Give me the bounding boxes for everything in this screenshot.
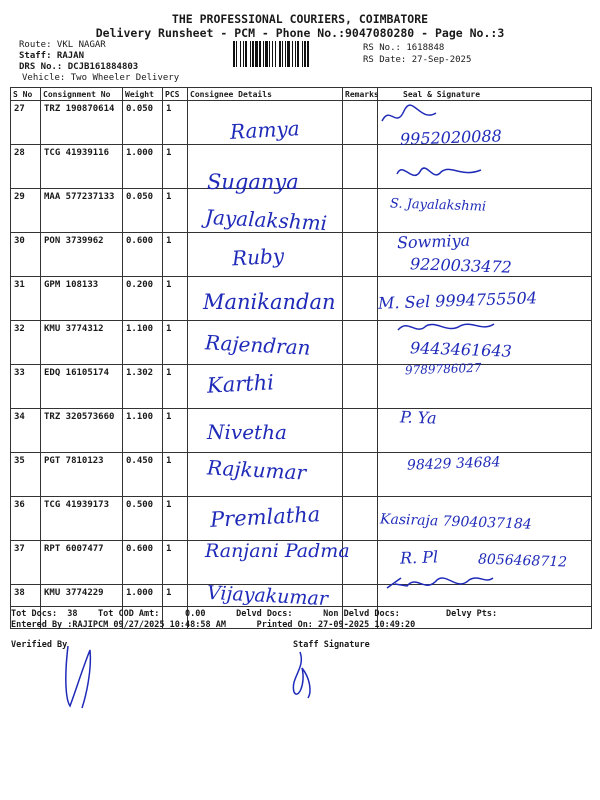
- rs-date: RS Date: 27-Sep-2025: [363, 55, 472, 65]
- row-weight: 0.500: [123, 497, 163, 541]
- footer-divider: [10, 606, 591, 607]
- col-weight: Weight: [123, 88, 163, 101]
- drs-number: DRS No.: DCJB161884803: [19, 62, 139, 72]
- row-remarks: [343, 365, 378, 409]
- row-sno: 36: [11, 497, 41, 541]
- row-pcs: 1: [163, 321, 188, 365]
- handwritten-seal-note: 9220033472: [409, 254, 513, 277]
- handwritten-consignee-name: Ranjani Padma: [205, 540, 350, 562]
- row-sno: 31: [11, 277, 41, 321]
- runsheet-subtitle: Delivery Runsheet - PCM - Phone No.:9047080280 - Page No.:3: [95, 26, 505, 40]
- row-consignment: PGT 7810123: [41, 453, 123, 497]
- row-pcs: 1: [163, 365, 188, 409]
- row-weight: 0.200: [123, 277, 163, 321]
- row-remarks: [343, 409, 378, 453]
- table-row: [11, 365, 592, 409]
- signature-row-38-icon: [385, 568, 495, 598]
- row-pcs: 1: [163, 497, 188, 541]
- row-weight: 1.100: [123, 321, 163, 365]
- staff-label: Staff: RAJAN: [19, 51, 85, 61]
- route-label: Route: VKL NAGAR: [19, 40, 106, 50]
- footer-entered-by: Entered By :RAJIPCM 09/27/2025 10:48:58 AM Printed On: 27-09-2025 10:49:20: [11, 620, 416, 630]
- handwritten-seal-note: 98429 34684: [406, 454, 501, 474]
- row-pcs: 1: [163, 145, 188, 189]
- row-weight: 0.050: [123, 189, 163, 233]
- row-pcs: 1: [163, 541, 188, 585]
- row-weight: 0.050: [123, 101, 163, 145]
- row-weight: 0.600: [123, 541, 163, 585]
- staff-signature-label: Staff Signature: [293, 640, 370, 650]
- handwritten-seal-note: Sowmiya: [396, 230, 471, 253]
- row-sno: 33: [11, 365, 41, 409]
- row-consignment: EDQ 16105174: [41, 365, 123, 409]
- col-consignment: Consignment No: [41, 88, 123, 101]
- row-weight: 1.302: [123, 365, 163, 409]
- footer-totals: Tot Docs: 38 Tot COD Amt: 0.00 Delvd Docs: Non Delvd Docs: Delvy Pts:: [11, 609, 498, 619]
- row-sno: 29: [11, 189, 41, 233]
- handwritten-seal-note: 9952020088: [399, 126, 503, 149]
- row-consignment: RPT 6007477: [41, 541, 123, 585]
- col-remarks: Remarks: [343, 88, 378, 101]
- row-remarks: [343, 321, 378, 365]
- row-remarks: [343, 453, 378, 497]
- row-consignment: PON 3739962: [41, 233, 123, 277]
- signature-row-27-icon: [380, 103, 440, 129]
- handwritten-seal-note: 9789786027: [404, 360, 482, 378]
- staff-signature-icon: [280, 648, 320, 700]
- rs-number: RS No.: 1618848: [363, 43, 445, 53]
- row-pcs: 1: [163, 101, 188, 145]
- company-title: THE PROFESSIONAL COURIERS, COIMBATORE: [171, 12, 429, 26]
- handwritten-seal-note: P. Ya: [399, 407, 437, 428]
- handwritten-consignee-name: Nivetha: [207, 420, 287, 444]
- row-sno: 38: [11, 585, 41, 629]
- handwritten-consignee-name: Karthi: [206, 370, 275, 398]
- barcode: [233, 41, 359, 67]
- handwritten-consignee-name: Ramya: [229, 116, 301, 144]
- row-consignment: MAA 577237133: [41, 189, 123, 233]
- row-consignment: TRZ 190870614: [41, 101, 123, 145]
- verified-by-label: Verified By: [11, 640, 68, 650]
- handwritten-seal-note: 9443461643: [409, 338, 513, 361]
- handwritten-consignee-name: Ruby: [231, 243, 285, 271]
- row-remarks: [343, 277, 378, 321]
- row-consignment: TRZ 320573660: [41, 409, 123, 453]
- vehicle-label: Vehicle: Two Wheeler Delivery: [22, 73, 180, 83]
- row-consignment: TCG 41939116: [41, 145, 123, 189]
- row-sno: 35: [11, 453, 41, 497]
- handwritten-seal-note: R. Pl: [399, 547, 439, 568]
- col-consignee: Consignee Details: [188, 88, 343, 101]
- row-pcs: 1: [163, 409, 188, 453]
- table-row: [11, 101, 592, 145]
- table-row: [11, 145, 592, 189]
- col-seal-signature: Seal & Signature: [378, 88, 592, 101]
- row-weight: 1.000: [123, 145, 163, 189]
- row-sno: 30: [11, 233, 41, 277]
- col-sno: S No: [11, 88, 41, 101]
- row-consignment: TCG 41939173: [41, 497, 123, 541]
- row-remarks: [343, 497, 378, 541]
- table-row: [11, 409, 592, 453]
- row-sno: 37: [11, 541, 41, 585]
- handwritten-consignee-name: Jayalakshmi: [204, 204, 328, 236]
- handwritten-consignee-name: Rajkumar: [206, 455, 307, 485]
- table-header: [11, 88, 592, 101]
- verified-signature-icon: [60, 640, 100, 710]
- handwritten-consignee-name: Manikandan: [203, 290, 336, 314]
- row-sno: 32: [11, 321, 41, 365]
- row-weight: 1.000: [123, 585, 163, 629]
- row-sno: 27: [11, 101, 41, 145]
- row-weight: 1.100: [123, 409, 163, 453]
- row-weight: 0.450: [123, 453, 163, 497]
- row-pcs: 1: [163, 233, 188, 277]
- row-consignment: KMU 3774312: [41, 321, 123, 365]
- handwritten-consignee-name: Suganya: [207, 170, 299, 194]
- row-remarks: [343, 101, 378, 145]
- row-sno: 28: [11, 145, 41, 189]
- row-consignment: KMU 3774229: [41, 585, 123, 629]
- handwritten-seal-note: 8056468712: [477, 551, 568, 571]
- signature-row-33-icon: [396, 316, 496, 338]
- row-pcs: 1: [163, 189, 188, 233]
- row-remarks: [343, 145, 378, 189]
- row-pcs: 1: [163, 585, 188, 629]
- row-consignment: GPM 108133: [41, 277, 123, 321]
- handwritten-seal-note: M. Sel 9994755504: [377, 288, 538, 313]
- row-weight: 0.600: [123, 233, 163, 277]
- row-pcs: 1: [163, 453, 188, 497]
- row-sno: 34: [11, 409, 41, 453]
- col-pcs: PCS: [163, 88, 188, 101]
- handwritten-consignee-name: Rajendran: [204, 330, 312, 360]
- handwritten-consignee-name: Vijayakumar: [206, 581, 329, 611]
- row-remarks: [343, 233, 378, 277]
- handwritten-seal-note: Kasiraja 7904037184: [379, 511, 532, 533]
- handwritten-consignee-name: Premlatha: [209, 502, 321, 532]
- signature-row-29-icon: [395, 158, 485, 188]
- row-remarks: [343, 189, 378, 233]
- handwritten-seal-note: S. Jayalakshmi: [389, 196, 487, 215]
- row-pcs: 1: [163, 277, 188, 321]
